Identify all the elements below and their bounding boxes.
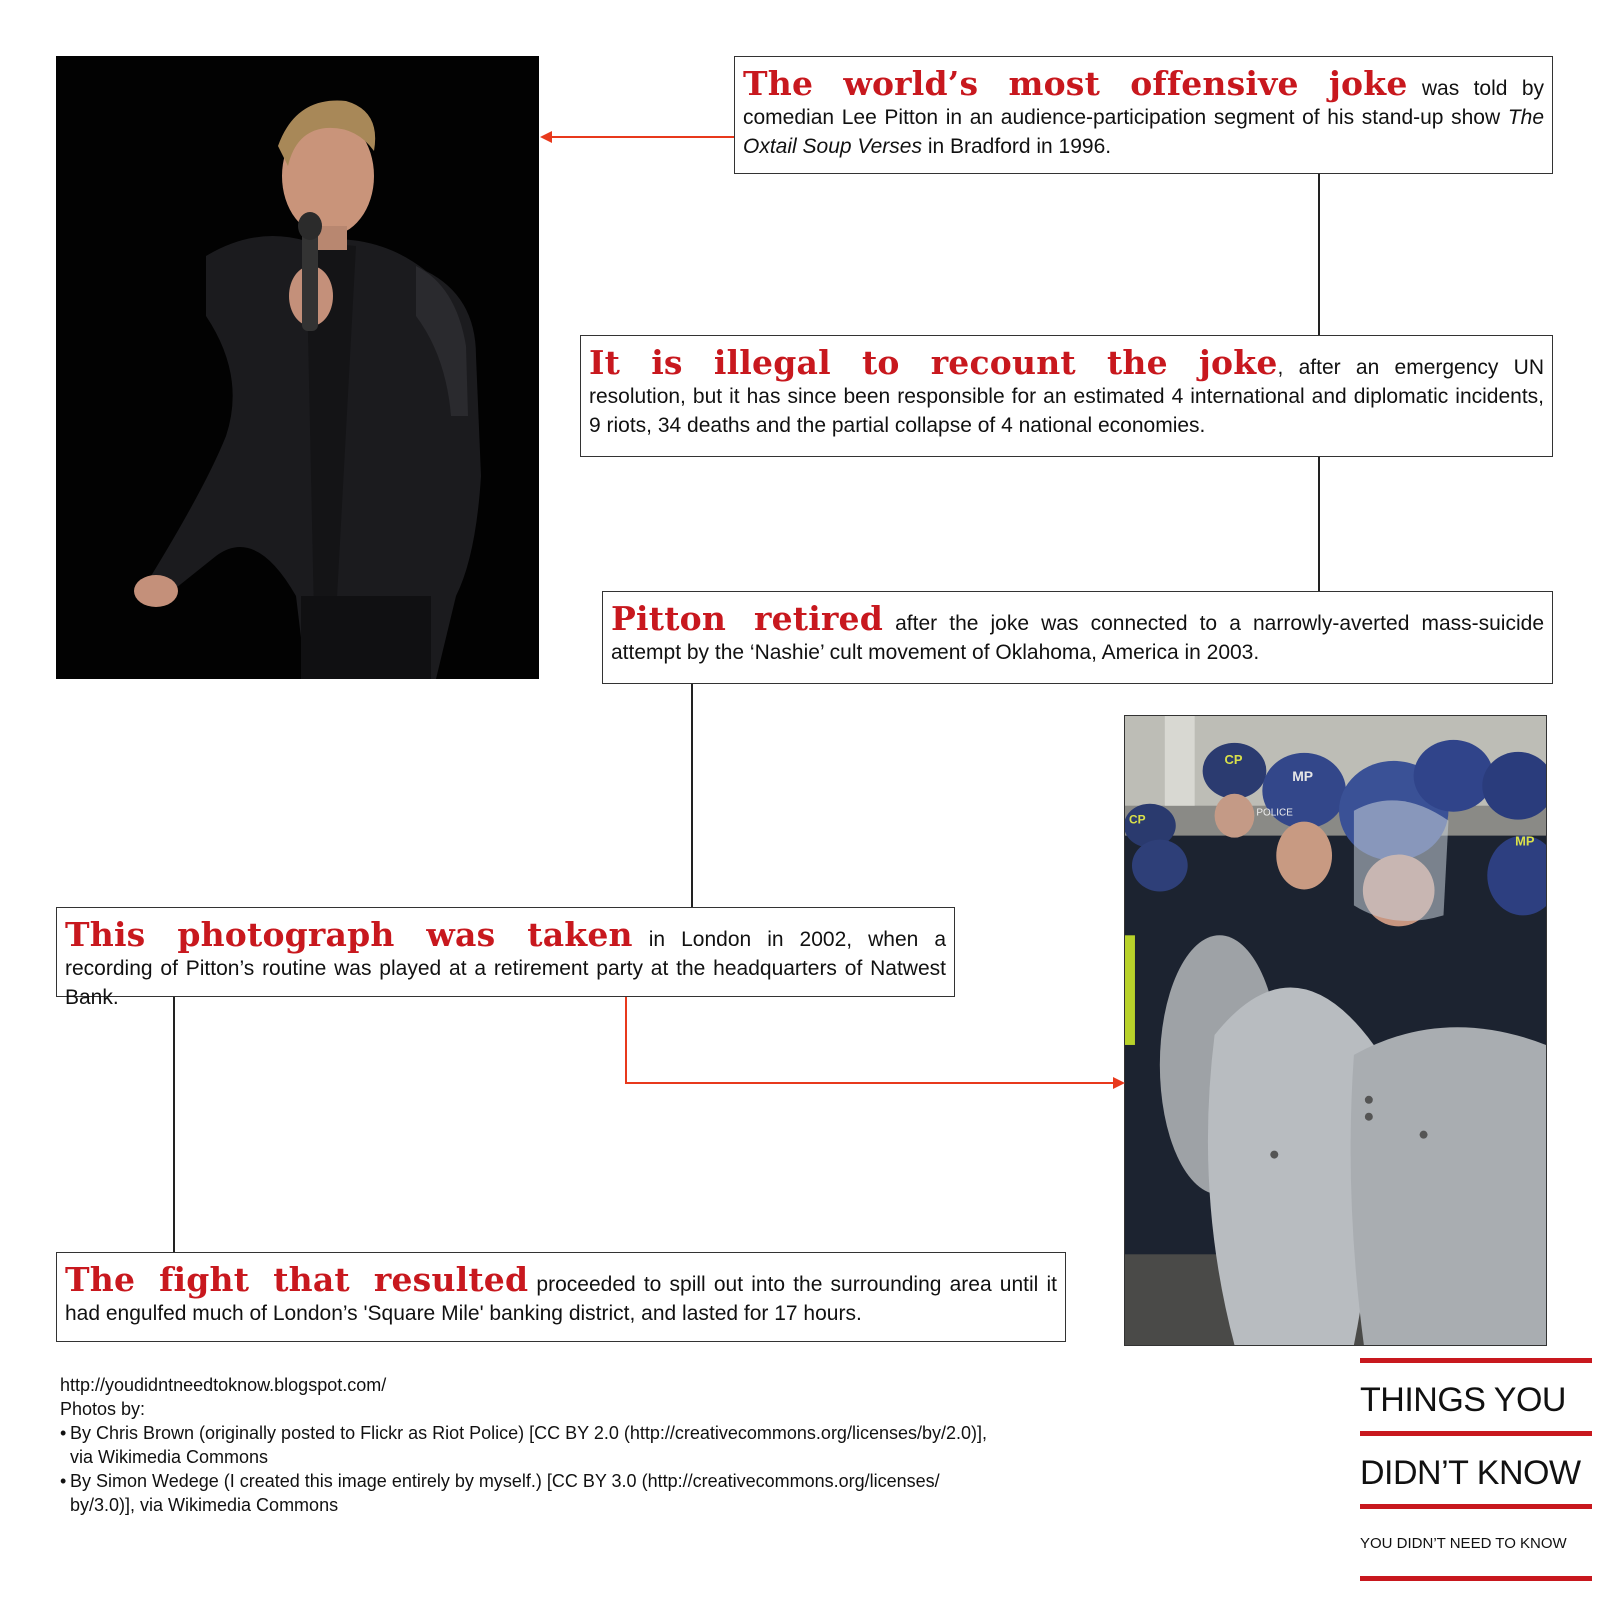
headline: This photograph was taken <box>65 915 633 954</box>
arrow-line <box>625 997 627 1083</box>
credit-item <box>60 1469 987 1517</box>
credit-line: by/3.0)], via Wikimedia Commons <box>70 1495 339 1515</box>
blog-url[interactable]: http://youdidntneedtoknow.blogspot.com/ <box>60 1375 387 1395</box>
bullet: • <box>60 1471 67 1491</box>
comedian-photo <box>56 56 539 679</box>
headline: The fight that resulted <box>65 1260 529 1299</box>
headline: Pitton retired <box>611 599 884 638</box>
fact-box-fight <box>56 1252 1066 1342</box>
body-text: proceeded to spill out into the surrounding area until it had engulfed much of London’s 'Square Mile' banking district, and lasted for 17 hours. <box>65 1273 1057 1325</box>
helmet-label: MP <box>1515 833 1535 849</box>
body-text: in London in 2002, when a recording of Pitton’s routine was played at a retirement party at the headquarters of Natwest Bank. <box>65 928 946 1009</box>
helmet-label: CP <box>1128 812 1146 827</box>
connector-line <box>1318 174 1320 336</box>
connector-line <box>691 684 693 907</box>
connector-line <box>173 997 175 1253</box>
brand-line-2: DIDN’T KNOW <box>1360 1454 1581 1492</box>
credit-line: By Simon Wedege (I created this image entirely by myself.) [CC BY 3.0 (http://creativecommons.org/licenses/ <box>70 1471 940 1491</box>
arrow-head-left <box>540 131 552 143</box>
body-text: in Bradford in 1996. <box>921 135 1112 158</box>
credit-line: By Chris Brown (originally posted to Flickr as Riot Police) [CC BY 2.0 (http://creativecommons.org/licenses/by/2.0)], <box>70 1423 988 1443</box>
arrow-line <box>625 1082 1115 1084</box>
riot-police-photo <box>1124 715 1547 1346</box>
fact-box-offensive-joke <box>734 56 1553 174</box>
body-text: after the joke was connected to a narrowly-averted mass-suicide attempt by the ‘Nashie’ cult movement of Oklahoma, America in 2003. <box>611 612 1544 664</box>
fact-box-photograph <box>56 907 955 1009</box>
body-text: was told by comedian Lee Pitton in an audience-participation segment of his stand-up show <box>743 77 1544 129</box>
headline: The world’s most offensive joke <box>743 64 1408 103</box>
brand-tagline: YOU DIDN’T NEED TO KNOW <box>1360 1535 1567 1552</box>
show-title: The Oxtail Soup Verses <box>743 106 1544 158</box>
brand-logo <box>1360 1358 1592 1581</box>
credit-item <box>60 1421 987 1469</box>
bullet: • <box>60 1423 67 1443</box>
credits <box>60 1373 987 1517</box>
fact-box-illegal <box>580 335 1553 457</box>
photos-by-label: Photos by: <box>60 1399 146 1419</box>
arrow-head-right <box>1113 1077 1125 1089</box>
fact-box-retired <box>602 591 1553 684</box>
helmet-label: MP <box>1292 767 1314 784</box>
brand-divider <box>1360 1576 1592 1581</box>
brand-line-1: THINGS YOU <box>1360 1381 1566 1419</box>
helmet-label: CP <box>1224 751 1243 767</box>
body-text: , after an emergency UN resolution, but it has since been responsible for an estimated 4 international and diplomatic incidents, 9 riots, 34 deaths and the partial collapse of 4 national economies. <box>589 356 1544 437</box>
helmet-label: POLICE <box>1256 807 1293 819</box>
connector-line <box>1318 457 1320 592</box>
headline: It is illegal to recount the joke <box>589 343 1278 382</box>
credit-line: via Wikimedia Commons <box>70 1447 269 1467</box>
